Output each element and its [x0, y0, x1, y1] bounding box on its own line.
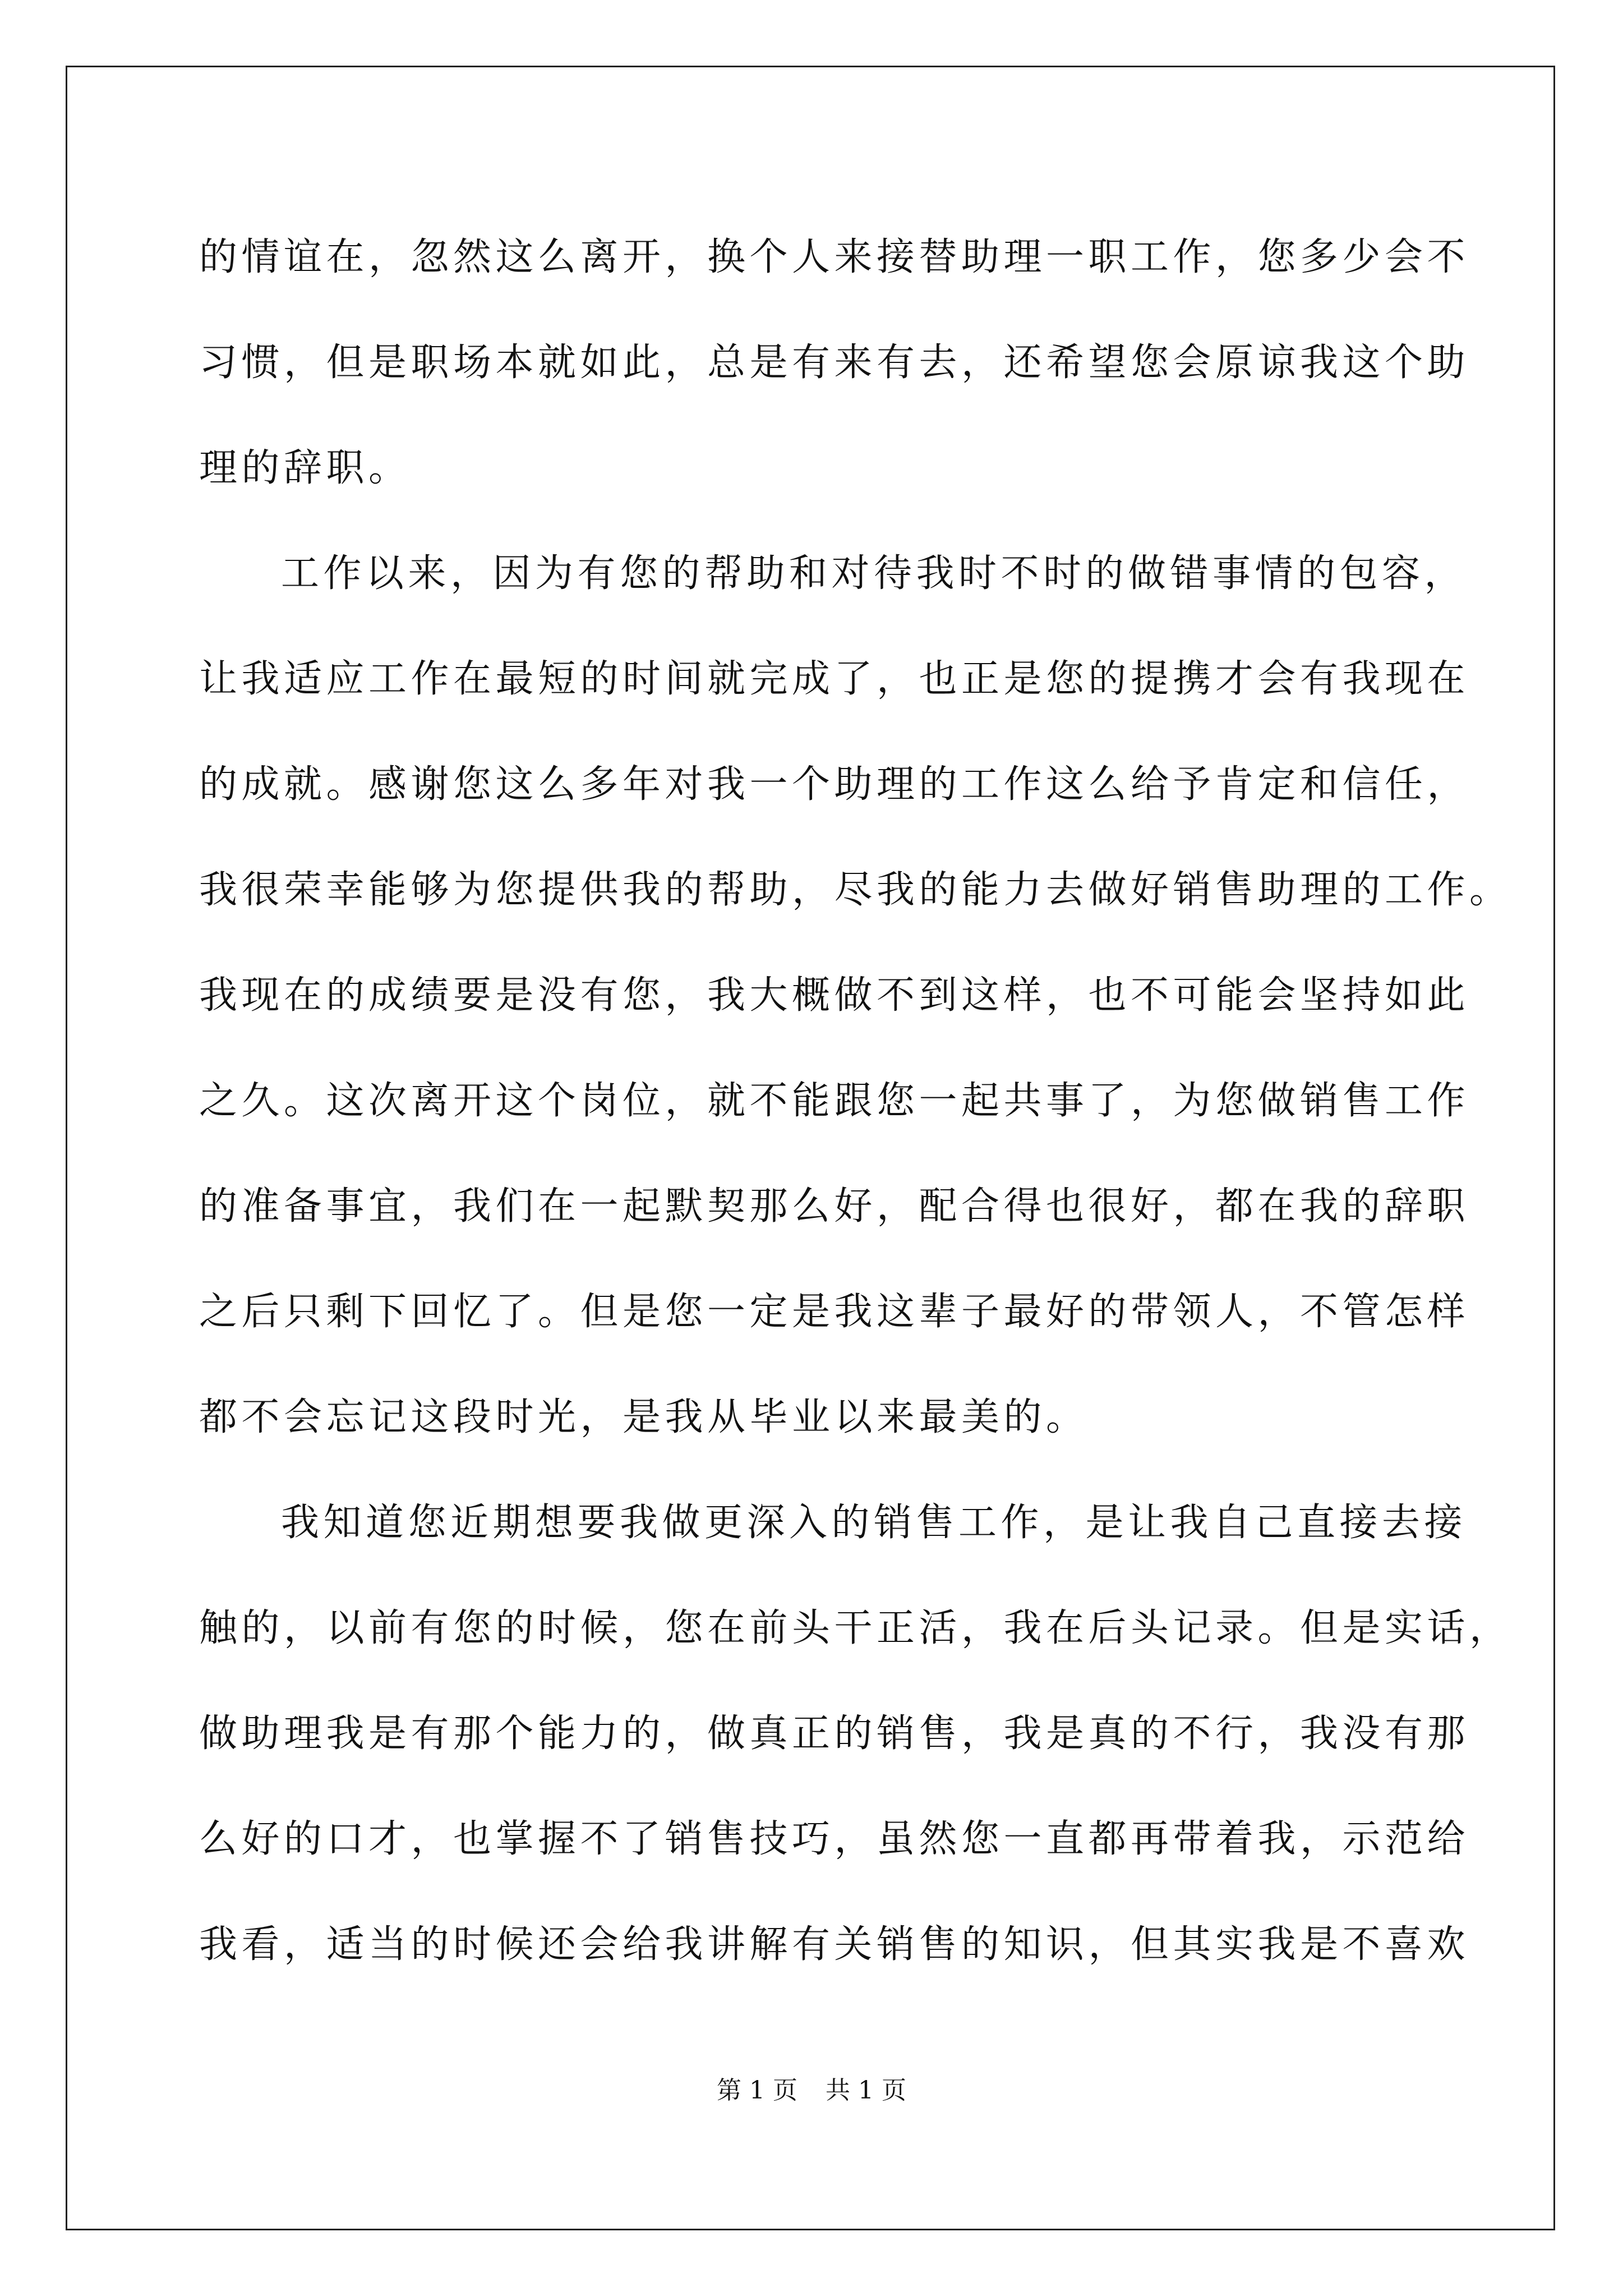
text-line: 么好的口才，也掌握不了销售技巧，虽然您一直都再带着我，示范给: [199, 1817, 1470, 1861]
text-line: 我很荣幸能够为您提供我的帮助，尽我的能力去做好销售助理的工作。: [199, 868, 1512, 912]
text-line: 我知道您近期想要我做更深入的销售工作，是让我自己直接去接: [281, 1501, 1467, 1545]
text-line: 的情谊在，忽然这么离开，换个人来接替助理一职工作，您多少会不: [199, 235, 1470, 279]
text-line: 触的，以前有您的时候，您在前头干正活，我在后头记录。但是实话，: [199, 1606, 1512, 1650]
document-body: [199, 205, 1512, 1998]
text-line: 的成就。感谢您这么多年对我一个助理的工作这么给予肯定和信任，: [199, 762, 1470, 807]
text-line: 我现在的成绩要是没有您，我大概做不到这样，也不可能会坚持如此: [199, 973, 1470, 1018]
text-line: 工作以来，因为有您的帮助和对待我时不时的做错事情的包容，: [281, 551, 1467, 596]
text-line: 的准备事宜，我们在一起默契那么好，配合得也很好，都在我的辞职: [199, 1184, 1470, 1228]
text-line: 之久。这次离开这个岗位，就不能跟您一起共事了，为您做销售工作: [199, 1079, 1470, 1123]
text-line: 习惯，但是职场本就如此，总是有来有去，还希望您会原谅我这个助: [199, 341, 1470, 385]
page-number: 第 1 页: [717, 2076, 797, 2105]
page-total: 共 1 页: [826, 2076, 906, 2105]
page-footer: [0, 2070, 1623, 2106]
text-line: 我看，适当的时候还会给我讲解有关销售的知识，但其实我是不喜欢: [199, 1922, 1470, 1967]
text-line: 做助理我是有那个能力的，做真正的销售，我是真的不行，我没有那: [199, 1711, 1470, 1756]
text-line: 让我适应工作在最短的时间就完成了，也正是您的提携才会有我现在: [199, 657, 1470, 701]
text-line: 都不会忘记这段时光，是我从毕业以来最美的。: [199, 1395, 1089, 1439]
text-line: 之后只剩下回忆了。但是您一定是我这辈子最好的带领人，不管怎样: [199, 1290, 1470, 1334]
text-line: 理的辞职。: [199, 446, 411, 490]
